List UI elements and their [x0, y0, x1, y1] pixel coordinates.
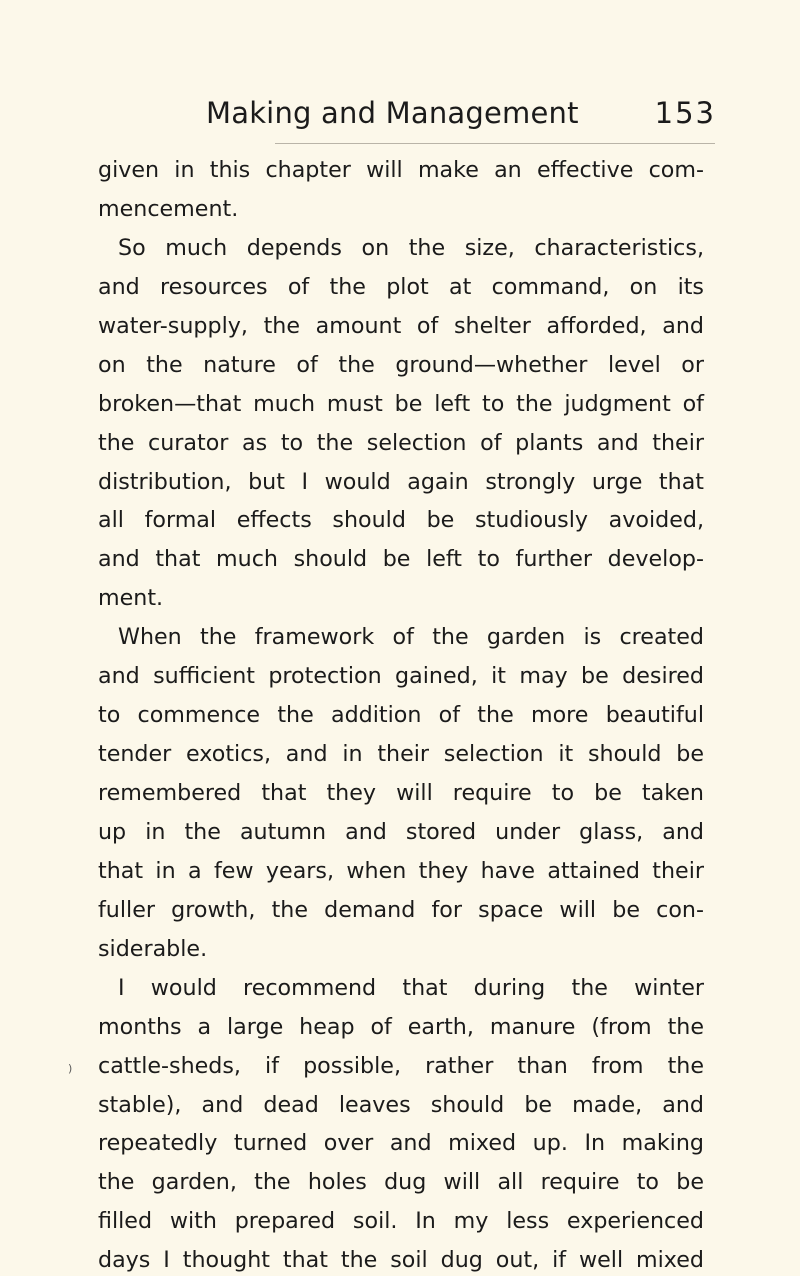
text-line: When the framework of the garden is created: [118, 624, 704, 651]
text-line: the garden, the holes dug will all require to be: [98, 1169, 704, 1196]
running-head: [206, 94, 716, 134]
text-line: and sufficient protection gained, it may be desired: [98, 663, 704, 690]
text-line: days I thought that the soil dug out, if well mixed: [98, 1247, 704, 1274]
text-line: and that much should be left to further develop-: [98, 546, 704, 573]
running-title: Making and Management: [206, 96, 579, 130]
body-text: [98, 151, 704, 1276]
text-line: So much depends on the size, characteristics,: [118, 234, 704, 261]
text-line: siderable.: [98, 935, 208, 962]
text-line: up in the autumn and stored under glass, and: [98, 818, 704, 845]
text-line: mencement.: [98, 195, 239, 222]
margin-mark: ): [68, 1062, 73, 1075]
header-rule: [275, 143, 715, 144]
text-line: to commence the addition of the more beautiful: [98, 702, 704, 729]
text-line: and resources of the plot at command, on its: [98, 273, 704, 300]
page-number: 153: [654, 96, 716, 130]
text-line: that in a few years, when they have attained their: [98, 857, 704, 884]
text-line: on the nature of the ground—whether level or: [98, 351, 704, 378]
text-line: filled with prepared soil. In my less experienced: [98, 1208, 704, 1235]
text-line: ment.: [98, 585, 164, 612]
text-line: fuller growth, the demand for space will be con-: [98, 896, 704, 923]
text-line: water-supply, the amount of shelter afforded, and: [98, 312, 704, 339]
text-line: the curator as to the selection of plants and their: [98, 429, 704, 456]
text-line: repeatedly turned over and mixed up. In making: [98, 1130, 704, 1157]
text-line: remembered that they will require to be taken: [98, 780, 704, 806]
text-line: all formal effects should be studiously avoided,: [98, 507, 704, 534]
text-line: distribution, but I would again strongly urge that: [98, 468, 704, 495]
text-line: tender exotics, and in their selection it should be: [98, 741, 704, 768]
text-line: broken—that much must be left to the judgment of: [98, 390, 704, 417]
text-line: months a large heap of earth, manure (from the: [98, 1013, 704, 1040]
text-line: I would recommend that during the winter: [118, 974, 704, 1001]
text-line: stable), and dead leaves should be made, and: [98, 1091, 704, 1118]
text-line: cattle-sheds, if possible, rather than from the: [98, 1052, 704, 1079]
text-line: given in this chapter will make an effective com-: [98, 157, 704, 183]
